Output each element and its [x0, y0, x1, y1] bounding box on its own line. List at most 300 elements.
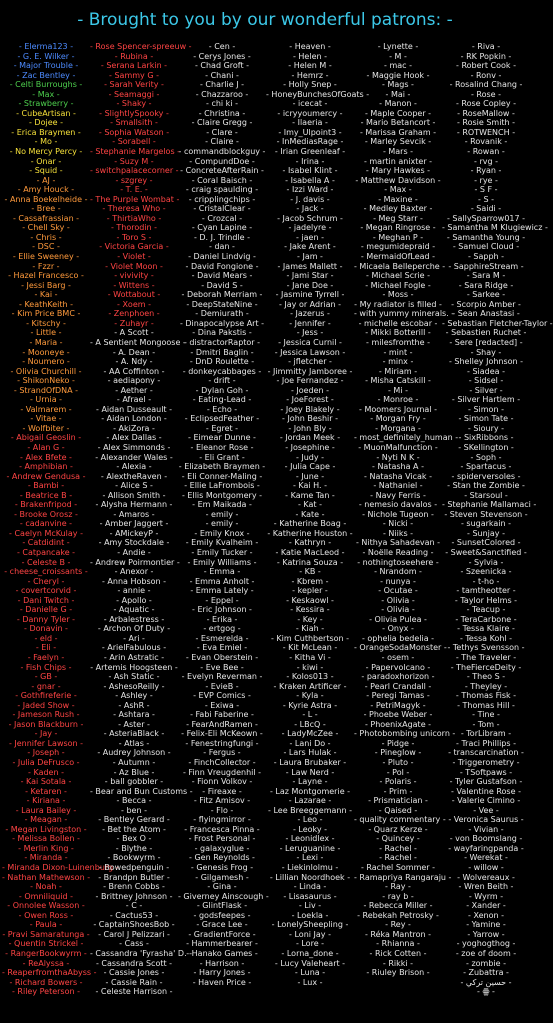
patron-name: - Genesis Frog - [190, 863, 254, 873]
patron-name: - paradoxhorizon - [361, 672, 435, 682]
patron-name: - milesfromthe - [366, 337, 430, 347]
patron-name: - Pearl Crandall - [364, 681, 432, 691]
patron-name: - Cheryl - [27, 576, 65, 586]
patron-name: - Aether - [115, 385, 153, 395]
patron-name: - Merlin King - [18, 843, 74, 853]
patron-name: - Esmerelda - [195, 633, 249, 643]
patron-name: - flyingmirror - [193, 815, 251, 825]
patron-name: - Ari - [123, 633, 145, 643]
patron-name: - Irian Greenleaf - [274, 147, 346, 157]
patron-name: - The Traveler - [455, 653, 517, 662]
patron-name: - Lexi - [296, 853, 324, 863]
patron-name: - Stan the Zombie - [447, 481, 525, 491]
patron-name: - Zenphoen - [108, 309, 160, 319]
patron-name: - ophelia bedelia - [361, 633, 435, 643]
patron-name: - Zuhayr - [114, 318, 154, 328]
patron-name: - AkiZora - [113, 423, 155, 433]
patron-name: - SKellington - [458, 442, 514, 452]
patron-name: - Spartacus - [460, 462, 512, 472]
patron-name: - ray b - [382, 891, 414, 901]
patron-name: - aediapony - [107, 376, 161, 386]
patron-name: - Kim Cuthbertson - [270, 633, 350, 643]
patron-name: - StrandOfDNA - [13, 385, 79, 395]
patron-name: - Rikki - [382, 958, 414, 968]
patron-name: - Nicki - [382, 519, 414, 529]
patron-name: - Teacup - [466, 605, 506, 615]
patron-name: - jadelyre - [288, 223, 332, 233]
patron-name: - donkeycabbages - [182, 366, 262, 376]
patron-name: - Sidsel - [468, 376, 504, 386]
patron-name: - Bree - [31, 204, 61, 214]
patron-name: - Meg Starr - [373, 213, 423, 223]
patron-name: - Samuel Cloud - [452, 242, 520, 252]
patron-name: - Coral Baisch - [191, 175, 253, 185]
patron-column-5 [354, 42, 459, 978]
patron-name: - Katrina Souza - [276, 557, 344, 567]
patron-name: - Saidi - [470, 204, 502, 214]
patron-name: - Riva - [471, 42, 501, 51]
patron-name: - willow - [468, 863, 504, 873]
patron-name: - tamtheotter - [456, 586, 516, 596]
patron-name: - Kyla - [296, 691, 324, 701]
patron-name: - Amber Jaggert - [99, 519, 169, 529]
patron-name: - kiwi - [296, 662, 324, 672]
patron-name: - Ashley - [115, 691, 153, 701]
patron-name: - Andie - [117, 547, 151, 557]
patron-column-2 [90, 42, 193, 997]
patron-name: - Lars Hulak - [283, 748, 337, 758]
patron-name: - AJ - [36, 175, 56, 185]
patron-name: - Blythe - [115, 843, 153, 853]
patron-name: - Chad Groft - [194, 61, 250, 71]
patron-name: - Joey Blakely - [280, 404, 340, 414]
patron-name: - Marissa Graham - [359, 127, 437, 137]
patron-name: - Mars - [382, 147, 414, 157]
patron-name: - Luna - [294, 968, 326, 978]
patron-name: - transcarcination - [448, 748, 524, 758]
patron-name: - TorLibram - [460, 729, 512, 739]
patron-name: - icecat - [292, 99, 328, 109]
patron-name: - Jake Arent - [284, 242, 336, 252]
patron-name: - mint - [383, 347, 413, 357]
patron-name: - Medley Baxter - [363, 204, 433, 214]
patron-name: - Ocutae - [378, 586, 418, 596]
patron-name: - Cassandra Scott - [95, 958, 173, 968]
patron-name: - No Mercy Percy - [9, 147, 83, 157]
patron-name: - Brooke Orosz - [14, 509, 78, 519]
patron-name: - Sara Ridge - [458, 280, 514, 290]
patron-name: - Evelyn Reverman - [181, 672, 263, 682]
patron-name: - Donavin - [24, 624, 68, 634]
patron-name: - Erika - [206, 614, 238, 624]
patron-name: - galaxyglue - [194, 843, 250, 853]
patron-name: - Rowan - [467, 147, 505, 157]
patron-name: - Alexia - [116, 462, 152, 472]
patron-name: - Mo - [34, 137, 58, 147]
patron-name: - Kbrem - [291, 576, 329, 586]
patron-name: - GB - [34, 672, 58, 682]
patron-name: - Hazel Francesco - [8, 271, 84, 281]
patron-name: - Nyti N K - [376, 452, 420, 462]
patron-name: - Catpancake - [16, 547, 76, 557]
patron-name: - Kaden - [28, 767, 64, 777]
patron-name: - Cassandra 'Fyrasha' D. - [90, 948, 193, 958]
patron-name: - Afrael - [116, 395, 152, 405]
patron-name: - wayfaringpanda - [448, 843, 524, 853]
patron-name: - Lux - [297, 977, 323, 987]
patron-name: - Miranda - [24, 853, 68, 863]
patron-name: - Felix-Eli McKeown - [181, 729, 263, 739]
patron-name: - Ketaren - [25, 786, 67, 796]
patron-name: - Bentley Gerard - [98, 815, 170, 825]
patron-name: - Kat - [297, 500, 322, 510]
patron-name: - Morgan Fry - [370, 414, 426, 424]
patron-name: - Maple Cooper - [364, 108, 432, 118]
patron-name: - Aster - [118, 719, 150, 729]
patron-name: - Jessi Barg - [21, 280, 71, 290]
patron-name: - Smallsith - [110, 118, 158, 128]
patron-name: - Yamine - [466, 920, 506, 930]
patron-name: - Crozcal - [201, 213, 243, 223]
patron-name: - Peregi Tamas - [366, 691, 430, 701]
patron-name: - Haven Price - [192, 977, 252, 987]
patron-name: - distractorRaptor - [183, 337, 261, 347]
patron-name: - Phoebe Weber - [363, 710, 433, 720]
patron-name: - Cass - [119, 939, 149, 949]
patron-name: - Fenestringfungi - [185, 738, 259, 748]
patron-name: - Miriam - [378, 366, 418, 376]
patron-name: - Riley Peterson - [11, 987, 80, 997]
patron-name: - Rick Cotten - [369, 948, 427, 958]
patron-name: - Jam - [297, 252, 323, 262]
patrons-title: - Brought to you by our wonderful patrons: - [77, 10, 453, 30]
patron-name: - Holly Snep - [283, 80, 337, 90]
patron-name: - dan - [209, 242, 235, 252]
patron-name: - gnar - [31, 681, 61, 691]
patron-name: - Emma Lately - [190, 586, 254, 596]
patron-name: - CristalClear - [193, 204, 251, 214]
patron-name: - zoe of doom - [455, 948, 517, 958]
patron-name: - Flo - [210, 805, 234, 815]
patron-name: - Melissa Bollen - [12, 834, 80, 844]
patron-name: - Rubina - [114, 51, 154, 61]
patron-name: - James Mallett - [277, 261, 343, 271]
patron-name: - Arin Astratic - [103, 653, 165, 662]
patron-column-3 [178, 42, 269, 987]
patron-name: - michelle escobar - [358, 318, 438, 328]
patron-name: - Samantha Young - [446, 232, 526, 242]
patron-name: - Mary Hawkes - [365, 166, 431, 176]
patron-name: - TeraCarbone - [455, 614, 517, 624]
patron-name: - Aquatic - [113, 605, 155, 615]
patron-name: - Photobombing unicorn - [354, 729, 456, 739]
patron-name: - Kiriana - [26, 796, 66, 806]
patron-name: - DSC - [32, 242, 60, 252]
patron-name: - Valerie Cimino - [451, 796, 521, 806]
patron-name: - Kai Sotala - [20, 777, 72, 787]
patron-name: - Key - [297, 614, 323, 624]
patron-name: - Joseph - [27, 748, 65, 758]
patron-name: - Jay - [34, 729, 58, 739]
patron-name: - Michael Fogle - [365, 280, 431, 290]
patron-name: - CubeArtisan - [16, 108, 76, 118]
patron-name: - Eimear Dunne - [188, 433, 256, 443]
patron-name: - Lee Breeggemann - [268, 805, 352, 815]
patron-name: - Layne - [292, 777, 328, 787]
patron-name: - Tom - [472, 719, 500, 729]
patron-name: - Rose - [470, 89, 502, 99]
patron-name: - vivivity - [114, 271, 154, 281]
patron-name: - Alysha Hermann - [95, 500, 173, 510]
patron-name: - PhoenixAgate - [364, 719, 432, 729]
patron-name: - Sorabell - [112, 137, 156, 147]
patron-name: - Exiwa - [204, 700, 240, 710]
patron-name: - Eric Johnson - [192, 605, 252, 615]
patron-name: - Cassafrassian - [12, 213, 80, 223]
patron-name: - Rosalind Chang - [449, 80, 523, 90]
patron-name: - Marley Sevcik - [364, 137, 432, 147]
patron-name: - Tethys Svensson - [447, 643, 525, 653]
patron-name: - Leoky - [292, 824, 328, 834]
patron-name: - Vivian - [468, 824, 504, 834]
patron-name: - annie - [117, 586, 151, 596]
patron-name: - Steven Stevenson - [444, 509, 528, 519]
patron-name: - Emma Anholt - [189, 576, 255, 586]
patron-name: - Dinapocalypse Art - [179, 318, 265, 328]
patron-name: - Dina Pakstis - [192, 328, 252, 338]
patron-name: - Moomers Journal - [359, 404, 437, 414]
patron-name: - Triggerometry - [452, 758, 520, 768]
patron-name: - Wolvereaux - [457, 872, 515, 882]
patron-name: - Olivia - [381, 605, 415, 615]
patron-name: - Mooneye - [22, 347, 70, 357]
patron-name: - GradientForce - [188, 929, 256, 939]
patron-name: - RoseMallow - [457, 108, 515, 118]
patron-name: - June - [295, 471, 325, 481]
patron-name: - Abigail Geoslin - [10, 433, 82, 443]
patron-name: - Giverney Ainscough - [178, 891, 269, 901]
patron-name: - Bowedpenguin - [98, 863, 170, 873]
patron-name: - ben - [121, 805, 147, 815]
patron-name: - Quentin Strickel - [8, 939, 84, 949]
patron-column-1 [2, 42, 119, 997]
patron-name: - Miranda Dixon-Luinenburg - [2, 863, 119, 873]
patron-name: - cadanvine - [19, 519, 73, 529]
patron-name: - Kit McLean - [282, 643, 338, 653]
patron-name: - MermaidOfLead - [360, 252, 436, 262]
patron-name: - Vitae - [30, 414, 62, 424]
patron-name: - commandblockguy - [178, 147, 266, 157]
patron-name: - Finn Vreugdenhil - [182, 767, 262, 777]
patron-name: - Fionn Volkov - [191, 777, 253, 787]
patron-name: - Soph - [470, 452, 502, 462]
patron-name: - J. davis - [290, 194, 330, 204]
patron-name: - kepler - [292, 586, 328, 596]
patron-name: - Helen M - [288, 61, 332, 71]
patron-name: - Xander - [466, 901, 506, 911]
patron-name: - Noëlle Reading - [362, 547, 434, 557]
patron-name: - Christina - [198, 108, 246, 118]
patron-name: - Elerma123 - [18, 42, 74, 51]
patron-name: - Apollo - [116, 595, 152, 605]
patron-name: - Jami Star - [286, 271, 334, 281]
patron-name: - Bear and Bun Customs - [90, 786, 193, 796]
patron-name: - most_definitely_human - [354, 433, 459, 443]
patron-name: - Dmitri Baglin - [190, 347, 254, 357]
patron-name: - Artemis Hoogsteen - [90, 662, 178, 672]
patron-name: - Fergus - [203, 748, 241, 758]
patron-name: - Jess - [296, 328, 324, 338]
patron-name: - Paula - [29, 920, 63, 930]
patron-name: - OrangeSodaMonster - [354, 643, 447, 653]
patron-name: - Amy Stockdale - [98, 538, 170, 548]
patron-name: - Bex O - [116, 834, 152, 844]
patron-name: - Becca - [116, 796, 152, 806]
patron-name: - von Boomslang - [449, 834, 523, 844]
patron-name: - Michael Scrie - [366, 271, 430, 281]
patron-name: - Fzzr - [32, 261, 60, 271]
patron-name: - Amaros - [113, 509, 155, 519]
patron-name: - Max - [384, 185, 412, 195]
patron-name: - Atlas - [118, 738, 150, 748]
patron-name: - godsfeepes - [193, 910, 251, 920]
patron-name: - Jack - [296, 204, 324, 214]
patron-name: - Seamaggi - [108, 89, 160, 99]
patron-name: - KB - [299, 567, 321, 577]
patron-name: - Sebastian Fletcher-Taylor - [442, 318, 553, 328]
patron-name: - Sara M - [466, 271, 506, 281]
patron-name: - TheFierceDeity - [450, 662, 522, 672]
patron-name: - Laura Bailey - [15, 805, 77, 815]
patron-name: - Chazzaroo - [195, 89, 249, 99]
patron-name: - Kai - [34, 290, 58, 300]
patron-name: - A Sentient Mongoose - [90, 337, 186, 347]
patron-name: - DeepStateNine - [186, 299, 258, 309]
patron-name: - Thorodin - [110, 223, 158, 233]
patron-name: - Quincey - [376, 834, 420, 844]
patron-name: - D. J. Trindle - [193, 232, 251, 242]
patron-name: - The Purple Wombat - [90, 194, 180, 204]
patron-name: - Kraken Artificer - [273, 681, 347, 691]
patron-name: - Robert Cook - [456, 61, 516, 71]
patron-name: - Ellie Sweeney - [12, 252, 80, 262]
patron-name: - Omniliquid - [18, 891, 74, 901]
patron-name: - Alex Dallas - [106, 433, 162, 443]
patron-name: - Onnolee Wasson - [7, 901, 85, 911]
patron-name: - Mags - [382, 80, 414, 90]
patron-name: - Shaky - [116, 99, 152, 109]
patron-name: - Bookwyrm - [107, 853, 161, 863]
patron-name: - Loekla - [291, 910, 329, 920]
patron-name: - Kate - [295, 509, 325, 519]
patron-name: - Emily Kvalheim - [185, 538, 259, 548]
patron-name: - Wren Beith - [458, 882, 514, 892]
patron-name: - Laz Montgomerie - [269, 786, 351, 796]
patron-name: - Liv - [298, 901, 322, 911]
patron-name: - covertcorvid - [15, 586, 77, 596]
patron-name: - nemesio davalos - [358, 500, 438, 510]
patron-name: - Nithya Sahadevan - [355, 538, 441, 548]
patron-name: - Zubattra - [463, 968, 509, 978]
patron-name: - CompundDoe - [189, 156, 255, 166]
patron-name: - Jaded Show - [17, 700, 75, 710]
patron-name: - PetriMagyk - [370, 700, 426, 710]
patron-name: - A. Dean - [112, 347, 156, 357]
patron-name: - rvg - [474, 156, 498, 166]
patron-name: - Katie MacLeod - [275, 547, 345, 557]
patron-name: - KeathKeith - [19, 299, 73, 309]
patron-name: - David S - [201, 280, 243, 290]
patron-name: - Cactus53 - [109, 910, 159, 920]
patron-name: - Pol - [386, 767, 410, 777]
patron-name: - Sebastien Ruchet - [445, 328, 527, 338]
patron-name: - Emma - [203, 567, 241, 577]
patron-name: - Josephine - [285, 442, 335, 452]
patron-name: - Lillian Noordhoek - [269, 872, 351, 882]
patron-name: - Jennifer - [289, 318, 331, 328]
patron-name: - Ellis Montgomery - [181, 490, 262, 500]
patron-name: - حسين تركي - [460, 977, 512, 987]
patron-name: - Chris - [30, 232, 62, 242]
patron-name: - jfletcher - [288, 357, 332, 367]
patron-name: - TSoftpaws - [459, 767, 513, 777]
patron-name: - Celti Burroughs - [9, 80, 83, 90]
patron-name: - Hammerbearer - [186, 939, 258, 949]
patron-name: - Ronv - [470, 70, 502, 80]
patron-name: - Egret - [205, 423, 239, 433]
patron-name: - Major Trouble - [13, 61, 79, 71]
patron-name: - CaptainShoesBob - [93, 920, 175, 930]
patron-name: - G. E. Wilker - [17, 51, 75, 61]
patron-name: - Ilaeria - [292, 118, 328, 128]
patron-name: - Elizabeth Braymen - [178, 462, 266, 472]
patron-name: - Matthew Davidson - [355, 175, 441, 185]
patron-name: - Chani - [205, 70, 239, 80]
patron-name: - Micaela Belleperche - [354, 261, 446, 271]
patron-name: - Maggie Hook - [366, 70, 430, 80]
patron-name: - Bambi - [27, 481, 65, 491]
patron-name: - AlextheRaven - [100, 471, 168, 481]
patron-name: - Leruguanine - [279, 843, 341, 853]
patron-name: - craig spaulding - [185, 185, 259, 195]
patron-name: - Max - [32, 89, 60, 99]
patron-name: - Wolfbiter - [22, 423, 70, 433]
patron-name: - Shay - [470, 347, 502, 357]
patron-name: - David Mears - [191, 271, 253, 281]
patron-name: - Noah - [30, 882, 62, 892]
patron-name: - C - [125, 901, 143, 911]
patron-name: - ShikonNeko - [17, 376, 75, 386]
patron-name: - Bet the Atom - [102, 824, 166, 834]
patron-name: - Katherine Houston - [267, 528, 353, 538]
patron-name: - Kai H. - [292, 481, 328, 491]
patron-name: - Dojee - [29, 118, 63, 128]
patron-name: - Deborah Merriam - [181, 290, 263, 300]
patron-name: - Ashtara - [113, 710, 155, 720]
patron-name: - Claire Gregg - [191, 118, 253, 128]
patron-name: - ThirtiaWho - [106, 213, 162, 223]
patron-name: - Echo - [206, 404, 238, 414]
patron-name: - Alexander Wales - [95, 452, 173, 462]
patron-name: - Cassie Jones - [103, 968, 165, 978]
patron-name: - SallySparrow017 - [446, 213, 526, 223]
patron-name: - Archon Of Duty - [97, 624, 171, 634]
patron-name: - Eli - [35, 643, 57, 653]
patron-name: - Katherine Boag - [273, 519, 347, 529]
patron-name: - yoghogthog - [456, 939, 516, 949]
patron-name: - Ash Static - [108, 672, 160, 682]
patron-name: - Sioury - [467, 423, 505, 433]
